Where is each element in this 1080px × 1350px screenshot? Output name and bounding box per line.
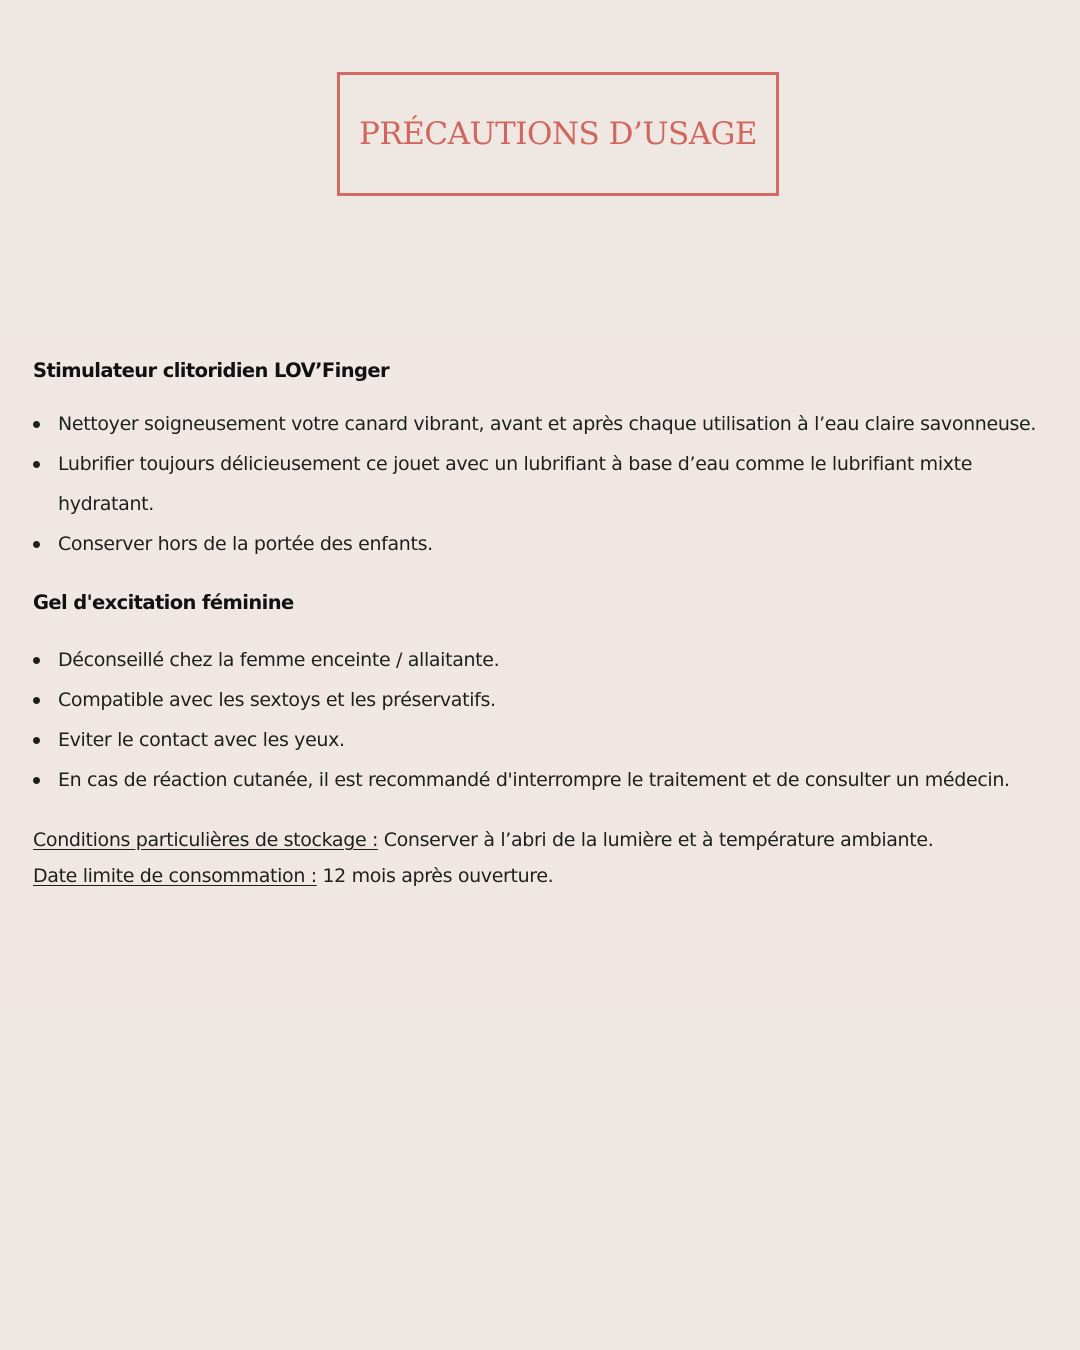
list-item-text: Nettoyer soigneusement votre canard vibrant, avant et après chaque utilisation à l’eau claire savonneuse. xyxy=(58,413,1037,435)
list-item xyxy=(33,524,1063,564)
bullet-icon xyxy=(33,697,40,704)
expiry-date-label: Date limite de consommation : xyxy=(33,865,317,887)
list-item-text: Conserver hors de la portée des enfants. xyxy=(58,533,433,555)
list-item-text: Eviter le contact avec les yeux. xyxy=(58,729,345,751)
section-heading-gel: Gel d'excitation féminine xyxy=(33,591,294,614)
bullet-icon xyxy=(33,541,40,548)
bullet-icon xyxy=(33,461,40,468)
bullet-icon xyxy=(33,657,40,664)
gel-precautions-list xyxy=(33,640,1063,800)
list-item-text: En cas de réaction cutanée, il est recommandé d'interrompre le traitement et de consulter un médecin. xyxy=(58,769,1010,791)
expiry-date-value: 12 mois après ouverture. xyxy=(316,865,554,887)
storage-conditions-label: Conditions particulières de stockage : xyxy=(33,829,379,851)
storage-notes xyxy=(33,822,1063,894)
bullet-icon xyxy=(33,777,40,784)
storage-conditions xyxy=(33,822,1063,858)
list-item-text: Compatible avec les sextoys et les préservatifs. xyxy=(58,689,496,711)
storage-conditions-value: Conserver à l’abri de la lumière et à température ambiante. xyxy=(378,829,934,851)
list-item xyxy=(33,404,1063,444)
list-item xyxy=(33,640,1063,680)
lovfinger-precautions-list xyxy=(33,404,1063,564)
bullet-icon xyxy=(33,737,40,744)
title-frame xyxy=(337,72,779,196)
expiry-date xyxy=(33,858,1063,894)
list-item xyxy=(33,680,1063,720)
list-item-text: Lubrifier toujours délicieusement ce jouet avec un lubrifiant à base d’eau comme le lubrifiant mixte hydratant. xyxy=(58,453,973,515)
precautions-content xyxy=(33,352,1063,894)
page-title: PRÉCAUTIONS D’USAGE xyxy=(359,116,757,152)
list-item-text: Déconseillé chez la femme enceinte / allaitante. xyxy=(58,649,500,671)
bullet-icon xyxy=(33,421,40,428)
list-item xyxy=(33,760,1063,800)
list-item xyxy=(33,444,1063,524)
list-item xyxy=(33,720,1063,760)
section-heading-lovfinger: Stimulateur clitoridien LOV’Finger xyxy=(33,359,389,382)
